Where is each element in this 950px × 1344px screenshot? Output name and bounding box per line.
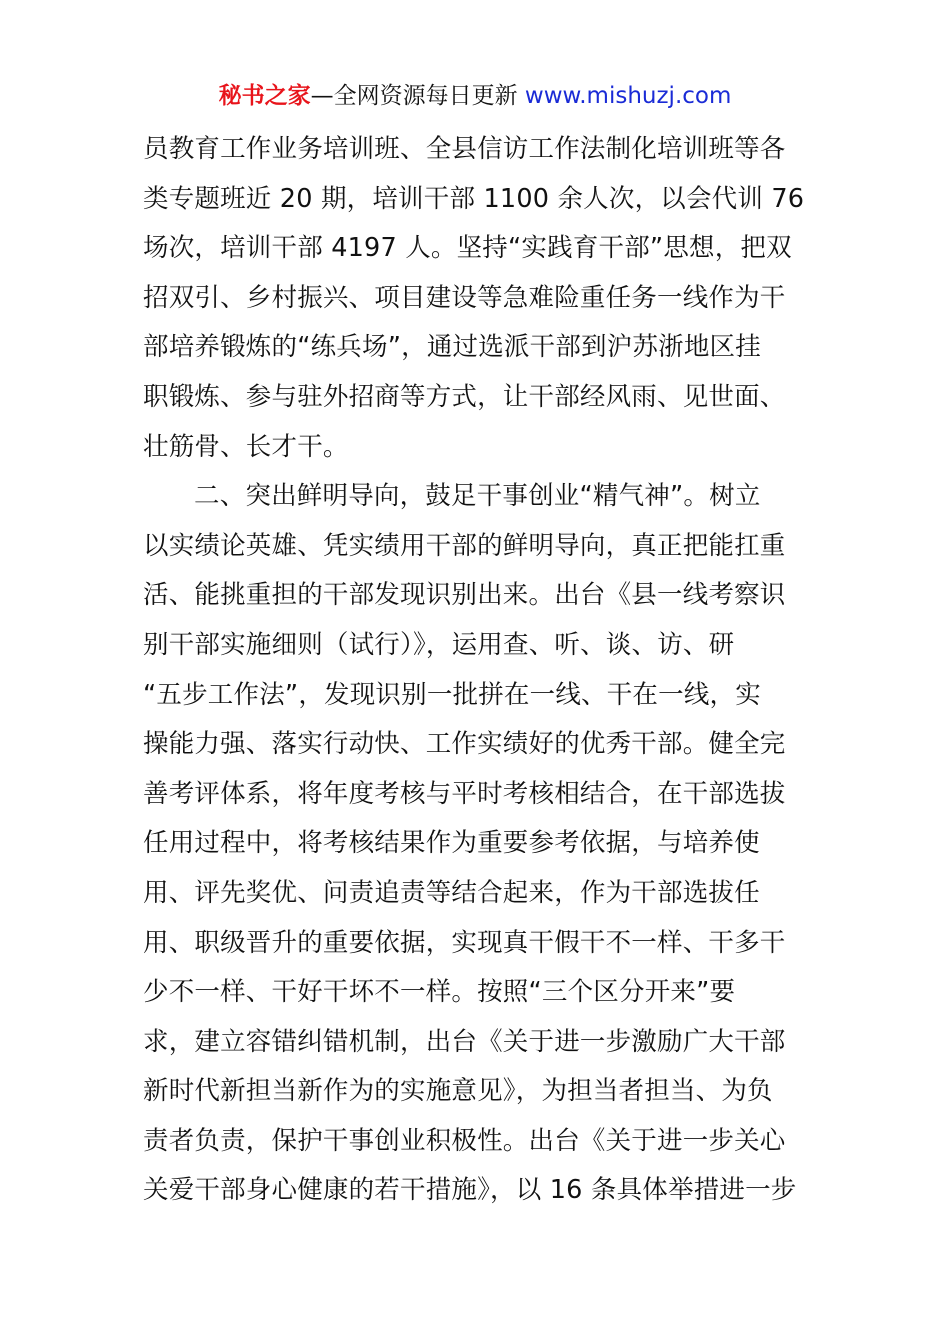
site-header: [0, 80, 950, 112]
text-line-20: 新时代新担当新作为的实施意见》，为担当者担当、为负: [143, 1076, 773, 1107]
text-line-15: 任用过程中，将考核结果作为重要参考依据，与培养使: [143, 828, 760, 859]
document-body: [143, 125, 813, 1216]
text-line-11: 别干部实施细则（试行）》，运用查、听、谈、访、研: [143, 629, 735, 660]
text-line-19: 求，建立容错纠错机制，出台《关于进一步激励广大干部: [143, 1026, 786, 1057]
text-line-16: 用、评先奖优、问责追责等结合起来，作为干部选拔任: [143, 877, 760, 908]
paragraph-heading-line: 二、突出鲜明导向，鼓足干事创业“精气神”。树立: [194, 481, 761, 512]
site-tagline: —全网资源每日更新: [310, 83, 518, 109]
text-line-5: 部培养锻炼的“练兵场”，通过选派干部到沪苏浙地区挂: [143, 332, 761, 363]
text-line-17: 用、职级晋升的重要依据，实现真干假干不一样、干多干: [143, 927, 786, 958]
text-line-22: 关爱干部身心健康的若干措施》，以 16 条具体举措进一步: [143, 1175, 797, 1206]
text-line-1: 员教育工作业务培训班、全县信访工作法制化培训班等各: [143, 134, 786, 164]
text-line-3: 场次，培训干部 4197 人。坚持“实践育干部”思想，把双: [143, 233, 792, 264]
text-line-9: 以实绩论英雄、凭实绩用干部的鲜明导向，真正把能扛重: [143, 530, 786, 561]
text-line-2: 类专题班近 20 期，培训干部 1100 余人次，以会代训 76: [143, 183, 805, 214]
text-line-12: “五步工作法”，发现识别一批拼在一线、干在一线，实: [143, 679, 761, 710]
text-line-13: 操能力强、落实行动快、工作实绩好的优秀干部。健全完: [143, 729, 786, 760]
text-line-21: 责者负责，保护干事创业积极性。出台《关于进一步关心: [143, 1125, 786, 1156]
site-url-link[interactable]: www.mishuzj.com: [524, 83, 732, 109]
text-line-6: 职锻炼、参与驻外招商等方式，让干部经风雨、见世面、: [143, 381, 786, 412]
text-line-10: 活、能挑重担的干部发现识别出来。出台《县一线考察识: [143, 580, 786, 611]
site-brand: 秘书之家: [218, 83, 311, 109]
text-line-4: 招双引、乡村振兴、项目建设等急难险重任务一线作为干: [143, 282, 786, 313]
text-line-18: 少不一样、干好干坏不一样。按照“三个区分开来”要: [143, 977, 736, 1008]
text-line-7: 壮筋骨、长才干。: [143, 431, 349, 462]
text-line-14: 善考评体系，将年度考核与平时考核相结合，在干部选拔: [143, 778, 786, 809]
